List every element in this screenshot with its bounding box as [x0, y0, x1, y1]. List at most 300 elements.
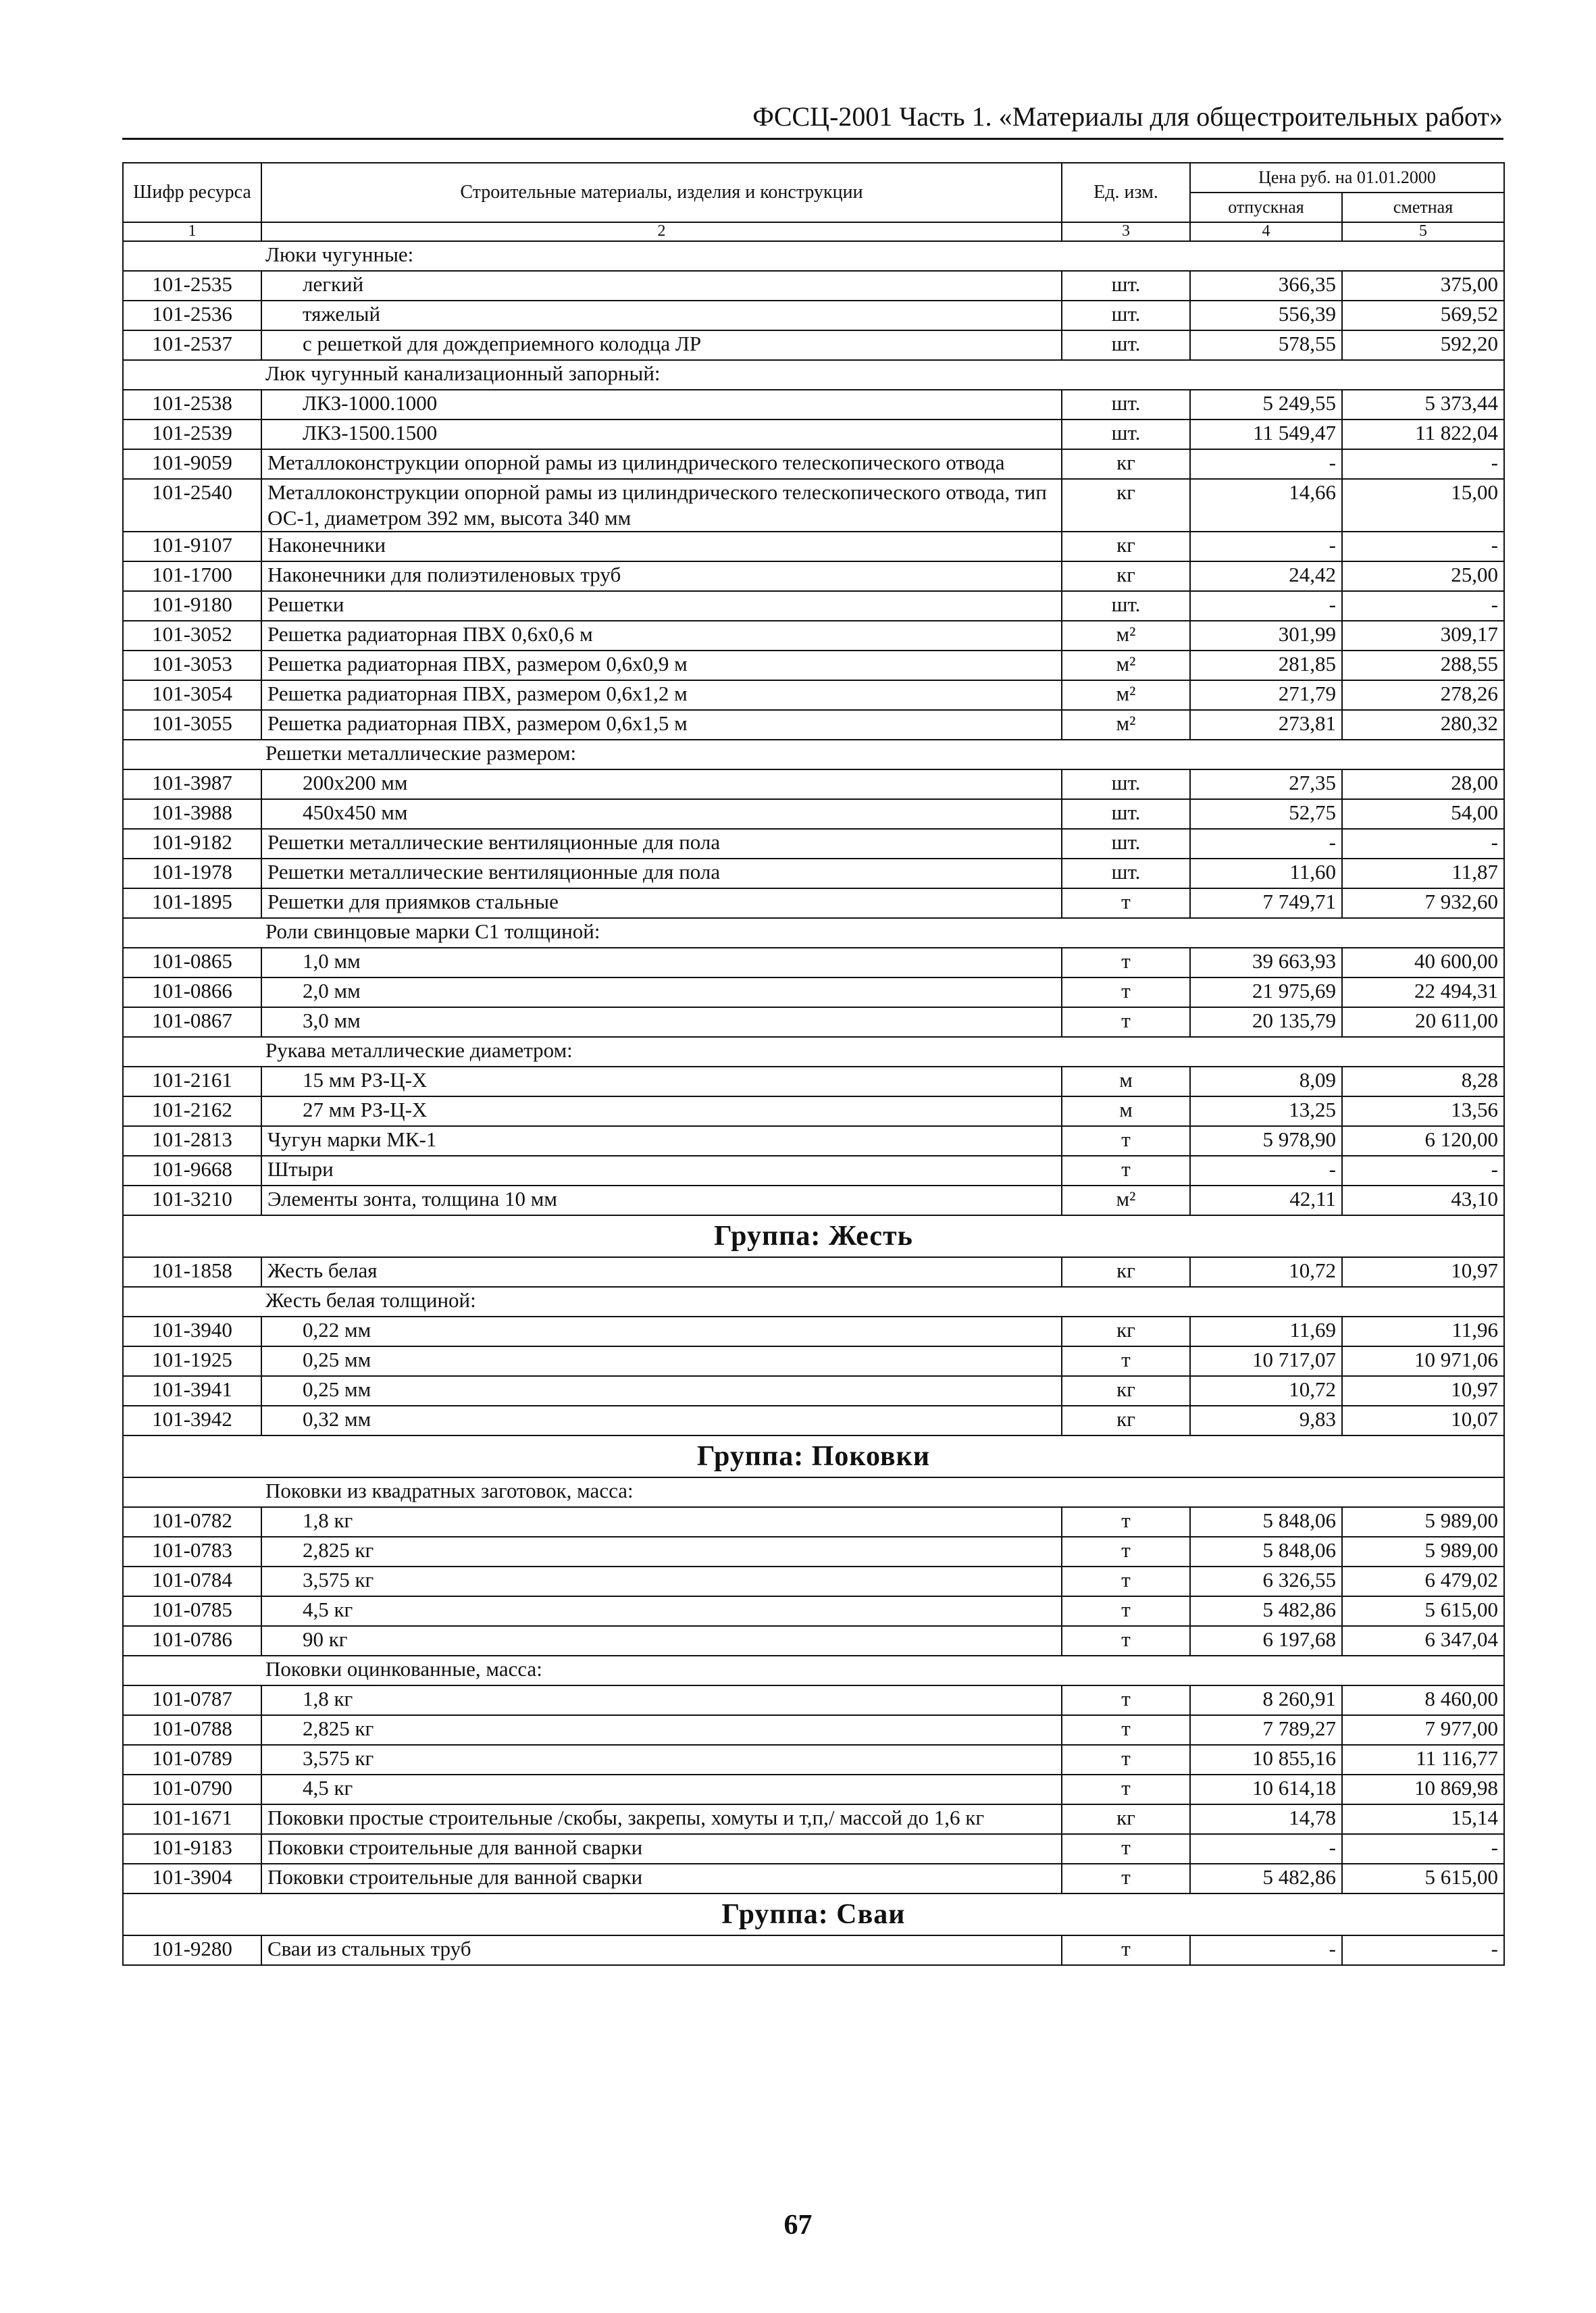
- table-row: [123, 977, 1504, 1007]
- material-name: 0,22 мм: [261, 1317, 1062, 1346]
- resource-code: 101-9280: [123, 1935, 261, 1965]
- material-name: 0,25 мм: [261, 1376, 1062, 1406]
- table-row: [123, 449, 1504, 479]
- material-name: Решетка радиаторная ПВХ, размером 0,6х0,9 м: [261, 651, 1062, 680]
- unit-of-measure: кг: [1062, 1257, 1190, 1287]
- release-price: 5 482,86: [1190, 1864, 1342, 1893]
- header-name: Строительные материалы, изделия и конструкции: [261, 163, 1062, 222]
- estimate-price: 10 869,98: [1342, 1775, 1504, 1804]
- release-price: 10 717,07: [1190, 1346, 1342, 1376]
- estimate-price: 6 479,02: [1342, 1567, 1504, 1596]
- table-row: [123, 621, 1504, 651]
- estimate-price: 25,00: [1342, 561, 1504, 591]
- price-table: [122, 162, 1505, 1966]
- resource-code: 101-0790: [123, 1775, 261, 1804]
- release-price: 52,75: [1190, 799, 1342, 829]
- estimate-price: 6 347,04: [1342, 1626, 1504, 1656]
- material-name: 27 мм РЗ-Ц-Х: [261, 1096, 1062, 1126]
- table-row: [123, 271, 1504, 301]
- release-price: 556,39: [1190, 301, 1342, 330]
- resource-code: 101-0789: [123, 1745, 261, 1775]
- resource-code: 101-3054: [123, 680, 261, 710]
- material-name: Поковки простые строительные /скобы, закрепы, хомуты и т,п,/ массой до 1,6 кг: [261, 1804, 1062, 1834]
- group-heading: Группа: Жесть: [123, 1215, 1504, 1257]
- resource-code: 101-2540: [123, 479, 261, 532]
- material-name: 3,575 кг: [261, 1745, 1062, 1775]
- release-price: -: [1190, 829, 1342, 859]
- resource-code: 101-9183: [123, 1834, 261, 1864]
- material-name: Решетка радиаторная ПВХ 0,6х0,6 м: [261, 621, 1062, 651]
- table-row: [123, 1864, 1504, 1893]
- estimate-price: 8,28: [1342, 1067, 1504, 1096]
- release-price: 8 260,91: [1190, 1685, 1342, 1715]
- unit-of-measure: т: [1062, 1715, 1190, 1745]
- table-row: [123, 1715, 1504, 1745]
- release-price: 281,85: [1190, 651, 1342, 680]
- table-row: [123, 591, 1504, 621]
- table-row: [123, 1685, 1504, 1715]
- table-row: [123, 651, 1504, 680]
- resource-code: 101-2539: [123, 420, 261, 449]
- unit-of-measure: т: [1062, 1567, 1190, 1596]
- unit-of-measure: шт.: [1062, 859, 1190, 888]
- unit-of-measure: м²: [1062, 1186, 1190, 1215]
- material-name: Поковки строительные для ванной сварки: [261, 1864, 1062, 1893]
- release-price: 10,72: [1190, 1376, 1342, 1406]
- resource-code: 101-3988: [123, 799, 261, 829]
- section-heading: Решетки металлические размером:: [123, 740, 1504, 769]
- section-heading-row: [123, 1287, 1504, 1317]
- group-heading-row: [123, 1435, 1504, 1477]
- estimate-price: 8 460,00: [1342, 1685, 1504, 1715]
- resource-code: 101-3053: [123, 651, 261, 680]
- material-name: Наконечники: [261, 532, 1062, 561]
- release-price: 9,83: [1190, 1406, 1342, 1435]
- material-name: 0,32 мм: [261, 1406, 1062, 1435]
- column-numbers-row: [123, 222, 1504, 241]
- release-price: 10 614,18: [1190, 1775, 1342, 1804]
- resource-code: 101-1978: [123, 859, 261, 888]
- unit-of-measure: т: [1062, 888, 1190, 918]
- table-row: [123, 1567, 1504, 1596]
- resource-code: 101-0788: [123, 1715, 261, 1745]
- table-row: [123, 479, 1504, 532]
- release-price: 271,79: [1190, 680, 1342, 710]
- resource-code: 101-0784: [123, 1567, 261, 1596]
- section-heading: Люки чугунные:: [123, 241, 1504, 271]
- table-row: [123, 888, 1504, 918]
- estimate-price: 11 116,77: [1342, 1745, 1504, 1775]
- table-row: [123, 1537, 1504, 1567]
- release-price: 42,11: [1190, 1186, 1342, 1215]
- resource-code: 101-3941: [123, 1376, 261, 1406]
- estimate-price: 592,20: [1342, 330, 1504, 360]
- table-row: [123, 1257, 1504, 1287]
- material-name: 0,25 мм: [261, 1346, 1062, 1376]
- section-heading: Роли свинцовые марки С1 толщиной:: [123, 918, 1504, 948]
- table-row: [123, 1834, 1504, 1864]
- material-name: Решетка радиаторная ПВХ, размером 0,6х1,5 м: [261, 710, 1062, 740]
- resource-code: 101-1925: [123, 1346, 261, 1376]
- release-price: 7 749,71: [1190, 888, 1342, 918]
- material-name: Решетки металлические вентиляционные для пола: [261, 859, 1062, 888]
- estimate-price: 309,17: [1342, 621, 1504, 651]
- release-price: 6 326,55: [1190, 1567, 1342, 1596]
- price-table-head: [123, 163, 1504, 241]
- estimate-price: 569,52: [1342, 301, 1504, 330]
- release-price: 6 197,68: [1190, 1626, 1342, 1656]
- resource-code: 101-3940: [123, 1317, 261, 1346]
- estimate-price: -: [1342, 449, 1504, 479]
- release-price: 24,42: [1190, 561, 1342, 591]
- section-heading: Поковки из квадратных заготовок, масса:: [123, 1477, 1504, 1507]
- table-row: [123, 829, 1504, 859]
- section-heading: Поковки оцинкованные, масса:: [123, 1656, 1504, 1685]
- section-heading-row: [123, 360, 1504, 390]
- column-number: 5: [1342, 222, 1504, 241]
- release-price: -: [1190, 449, 1342, 479]
- resource-code: 101-2162: [123, 1096, 261, 1126]
- material-name: 450х450 мм: [261, 799, 1062, 829]
- resource-code: 101-2536: [123, 301, 261, 330]
- release-price: -: [1190, 591, 1342, 621]
- material-name: 3,575 кг: [261, 1567, 1062, 1596]
- resource-code: 101-9182: [123, 829, 261, 859]
- table-row: [123, 301, 1504, 330]
- resource-code: 101-2537: [123, 330, 261, 360]
- section-heading-row: [123, 1477, 1504, 1507]
- material-name: 2,825 кг: [261, 1537, 1062, 1567]
- material-name: 3,0 мм: [261, 1007, 1062, 1037]
- material-name: Решетки для приямков стальные: [261, 888, 1062, 918]
- unit-of-measure: т: [1062, 1346, 1190, 1376]
- resource-code: 101-0865: [123, 948, 261, 977]
- release-price: 5 249,55: [1190, 390, 1342, 420]
- table-row: [123, 1775, 1504, 1804]
- unit-of-measure: кг: [1062, 1376, 1190, 1406]
- section-heading-row: [123, 241, 1504, 271]
- release-price: 301,99: [1190, 621, 1342, 651]
- unit-of-measure: т: [1062, 1156, 1190, 1186]
- table-row: [123, 1126, 1504, 1156]
- header-price: Цена руб. на 01.01.2000: [1190, 163, 1504, 193]
- resource-code: 101-3942: [123, 1406, 261, 1435]
- resource-code: 101-0783: [123, 1537, 261, 1567]
- column-number: 4: [1190, 222, 1342, 241]
- release-price: 5 848,06: [1190, 1537, 1342, 1567]
- unit-of-measure: шт.: [1062, 591, 1190, 621]
- resource-code: 101-3210: [123, 1186, 261, 1215]
- resource-code: 101-3987: [123, 769, 261, 799]
- estimate-price: 54,00: [1342, 799, 1504, 829]
- table-row: [123, 710, 1504, 740]
- release-price: 10 855,16: [1190, 1745, 1342, 1775]
- material-name: Элементы зонта, толщина 10 мм: [261, 1186, 1062, 1215]
- estimate-price: 5 615,00: [1342, 1864, 1504, 1893]
- page-header-title: ФССЦ-2001 Часть 1. «Материалы для общестроительных работ»: [752, 101, 1503, 132]
- table-row: [123, 799, 1504, 829]
- estimate-price: 43,10: [1342, 1186, 1504, 1215]
- material-name: 2,0 мм: [261, 977, 1062, 1007]
- estimate-price: 375,00: [1342, 271, 1504, 301]
- unit-of-measure: т: [1062, 1626, 1190, 1656]
- release-price: 8,09: [1190, 1067, 1342, 1096]
- release-price: -: [1190, 532, 1342, 561]
- estimate-price: -: [1342, 829, 1504, 859]
- estimate-price: 5 989,00: [1342, 1537, 1504, 1567]
- table-row: [123, 1745, 1504, 1775]
- unit-of-measure: шт.: [1062, 330, 1190, 360]
- estimate-price: 6 120,00: [1342, 1126, 1504, 1156]
- table-row: [123, 532, 1504, 561]
- release-price: 5 482,86: [1190, 1596, 1342, 1626]
- material-name: Решетка радиаторная ПВХ, размером 0,6х1,2 м: [261, 680, 1062, 710]
- table-row: [123, 948, 1504, 977]
- estimate-price: -: [1342, 532, 1504, 561]
- release-price: 14,66: [1190, 479, 1342, 532]
- resource-code: 101-9668: [123, 1156, 261, 1186]
- resource-code: 101-0786: [123, 1626, 261, 1656]
- group-heading-row: [123, 1215, 1504, 1257]
- unit-of-measure: шт.: [1062, 829, 1190, 859]
- release-price: 20 135,79: [1190, 1007, 1342, 1037]
- material-name: ЛКЗ-1000.1000: [261, 390, 1062, 420]
- release-price: 11,60: [1190, 859, 1342, 888]
- table-row: [123, 1317, 1504, 1346]
- material-name: Решетки: [261, 591, 1062, 621]
- table-row: [123, 1626, 1504, 1656]
- unit-of-measure: шт.: [1062, 769, 1190, 799]
- material-name: 15 мм РЗ-Ц-Х: [261, 1067, 1062, 1096]
- unit-of-measure: кг: [1062, 1406, 1190, 1435]
- table-row: [123, 1067, 1504, 1096]
- estimate-price: 28,00: [1342, 769, 1504, 799]
- unit-of-measure: шт.: [1062, 301, 1190, 330]
- material-name: 1,8 кг: [261, 1685, 1062, 1715]
- resource-code: 101-9107: [123, 532, 261, 561]
- unit-of-measure: шт.: [1062, 799, 1190, 829]
- table-row: [123, 1007, 1504, 1037]
- release-price: -: [1190, 1935, 1342, 1965]
- section-heading: Жесть белая толщиной:: [123, 1287, 1504, 1317]
- unit-of-measure: м: [1062, 1067, 1190, 1096]
- release-price: 11,69: [1190, 1317, 1342, 1346]
- material-name: тяжелый: [261, 301, 1062, 330]
- material-name: Металлоконструкции опорной рамы из цилиндрического телескопического отвода: [261, 449, 1062, 479]
- table-row: [123, 1376, 1504, 1406]
- table-row: [123, 1804, 1504, 1834]
- resource-code: 101-1700: [123, 561, 261, 591]
- table-row: [123, 561, 1504, 591]
- group-heading-row: [123, 1893, 1504, 1935]
- unit-of-measure: шт.: [1062, 390, 1190, 420]
- unit-of-measure: т: [1062, 1126, 1190, 1156]
- table-row: [123, 330, 1504, 360]
- unit-of-measure: м²: [1062, 651, 1190, 680]
- resource-code: 101-9180: [123, 591, 261, 621]
- unit-of-measure: т: [1062, 1935, 1190, 1965]
- estimate-price: 11 822,04: [1342, 420, 1504, 449]
- release-price: 14,78: [1190, 1804, 1342, 1834]
- table-row: [123, 680, 1504, 710]
- unit-of-measure: т: [1062, 1775, 1190, 1804]
- section-heading: Люк чугунный канализационный запорный:: [123, 360, 1504, 390]
- estimate-price: -: [1342, 1156, 1504, 1186]
- section-heading-row: [123, 1656, 1504, 1685]
- section-heading-row: [123, 740, 1504, 769]
- resource-code: 101-0867: [123, 1007, 261, 1037]
- unit-of-measure: т: [1062, 977, 1190, 1007]
- material-name: Поковки строительные для ванной сварки: [261, 1834, 1062, 1864]
- unit-of-measure: м²: [1062, 710, 1190, 740]
- material-name: легкий: [261, 271, 1062, 301]
- resource-code: 101-2535: [123, 271, 261, 301]
- release-price: 10,72: [1190, 1257, 1342, 1287]
- material-name: Жесть белая: [261, 1257, 1062, 1287]
- release-price: -: [1190, 1834, 1342, 1864]
- estimate-price: 11,87: [1342, 859, 1504, 888]
- material-name: Наконечники для полиэтиленовых труб: [261, 561, 1062, 591]
- material-name: Штыри: [261, 1156, 1062, 1186]
- resource-code: 101-1895: [123, 888, 261, 918]
- table-row: [123, 1596, 1504, 1626]
- estimate-price: 10,07: [1342, 1406, 1504, 1435]
- estimate-price: 288,55: [1342, 651, 1504, 680]
- page-number: 67: [783, 2210, 813, 2241]
- unit-of-measure: кг: [1062, 1804, 1190, 1834]
- estimate-price: 11,96: [1342, 1317, 1504, 1346]
- material-name: 200х200 мм: [261, 769, 1062, 799]
- table-row: [123, 1346, 1504, 1376]
- table-row: [123, 1406, 1504, 1435]
- estimate-price: 5 373,44: [1342, 390, 1504, 420]
- header-estimate: сметная: [1342, 193, 1504, 222]
- resource-code: 101-1671: [123, 1804, 261, 1834]
- resource-code: 101-9059: [123, 449, 261, 479]
- table-row: [123, 420, 1504, 449]
- resource-code: 101-3055: [123, 710, 261, 740]
- estimate-price: 22 494,31: [1342, 977, 1504, 1007]
- release-price: 5 848,06: [1190, 1507, 1342, 1537]
- resource-code: 101-3904: [123, 1864, 261, 1893]
- release-price: 11 549,47: [1190, 420, 1342, 449]
- unit-of-measure: т: [1062, 1596, 1190, 1626]
- material-name: Чугун марки МК-1: [261, 1126, 1062, 1156]
- material-name: 2,825 кг: [261, 1715, 1062, 1745]
- unit-of-measure: т: [1062, 948, 1190, 977]
- estimate-price: 278,26: [1342, 680, 1504, 710]
- unit-of-measure: т: [1062, 1685, 1190, 1715]
- header-rule: [122, 138, 1503, 140]
- section-heading: Рукава металлические диаметром:: [123, 1037, 1504, 1067]
- material-name: 1,0 мм: [261, 948, 1062, 977]
- resource-code: 101-0782: [123, 1507, 261, 1537]
- unit-of-measure: кг: [1062, 561, 1190, 591]
- unit-of-measure: шт.: [1062, 420, 1190, 449]
- section-heading-row: [123, 1037, 1504, 1067]
- unit-of-measure: т: [1062, 1537, 1190, 1567]
- estimate-price: 13,56: [1342, 1096, 1504, 1126]
- estimate-price: 20 611,00: [1342, 1007, 1504, 1037]
- estimate-price: 10,97: [1342, 1376, 1504, 1406]
- unit-of-measure: т: [1062, 1834, 1190, 1864]
- unit-of-measure: м²: [1062, 621, 1190, 651]
- release-price: 5 978,90: [1190, 1126, 1342, 1156]
- estimate-price: 15,00: [1342, 479, 1504, 532]
- header-code: Шифр ресурса: [123, 163, 261, 222]
- release-price: 578,55: [1190, 330, 1342, 360]
- material-name: 90 кг: [261, 1626, 1062, 1656]
- resource-code: 101-2161: [123, 1067, 261, 1096]
- resource-code: 101-0785: [123, 1596, 261, 1626]
- estimate-price: -: [1342, 1834, 1504, 1864]
- table-row: [123, 390, 1504, 420]
- unit-of-measure: т: [1062, 1007, 1190, 1037]
- resource-code: 101-2813: [123, 1126, 261, 1156]
- estimate-price: 15,14: [1342, 1804, 1504, 1834]
- column-number: 1: [123, 222, 261, 241]
- table-row: [123, 1935, 1504, 1965]
- resource-code: 101-0866: [123, 977, 261, 1007]
- estimate-price: -: [1342, 1935, 1504, 1965]
- unit-of-measure: кг: [1062, 532, 1190, 561]
- unit-of-measure: кг: [1062, 479, 1190, 532]
- material-name: 4,5 кг: [261, 1596, 1062, 1626]
- material-name: 1,8 кг: [261, 1507, 1062, 1537]
- estimate-price: 40 600,00: [1342, 948, 1504, 977]
- estimate-price: 10 971,06: [1342, 1346, 1504, 1376]
- table-row: [123, 1507, 1504, 1537]
- table-row: [123, 1096, 1504, 1126]
- table-row: [123, 1186, 1504, 1215]
- release-price: 27,35: [1190, 769, 1342, 799]
- table-row: [123, 1156, 1504, 1186]
- unit-of-measure: т: [1062, 1745, 1190, 1775]
- estimate-price: 280,32: [1342, 710, 1504, 740]
- unit-of-measure: шт.: [1062, 271, 1190, 301]
- material-name: Решетки металлические вентиляционные для пола: [261, 829, 1062, 859]
- column-number: 3: [1062, 222, 1190, 241]
- estimate-price: 7 977,00: [1342, 1715, 1504, 1745]
- estimate-price: -: [1342, 591, 1504, 621]
- material-name: ЛКЗ-1500.1500: [261, 420, 1062, 449]
- header-release: отпускная: [1190, 193, 1342, 222]
- group-heading: Группа: Сваи: [123, 1893, 1504, 1935]
- unit-of-measure: кг: [1062, 1317, 1190, 1346]
- release-price: 366,35: [1190, 271, 1342, 301]
- material-name: Металлоконструкции опорной рамы из цилиндрического телескопического отвода, тип ОС-1, диаметром 392 мм, высота 340 мм: [261, 479, 1062, 532]
- estimate-price: 10,97: [1342, 1257, 1504, 1287]
- unit-of-measure: кг: [1062, 449, 1190, 479]
- group-heading: Группа: Поковки: [123, 1435, 1504, 1477]
- release-price: 273,81: [1190, 710, 1342, 740]
- release-price: -: [1190, 1156, 1342, 1186]
- material-name: с решеткой для дождеприемного колодца ЛР: [261, 330, 1062, 360]
- material-name: 4,5 кг: [261, 1775, 1062, 1804]
- estimate-price: 7 932,60: [1342, 888, 1504, 918]
- header-unit: Ед. изм.: [1062, 163, 1190, 222]
- release-price: 7 789,27: [1190, 1715, 1342, 1745]
- price-table-body: [123, 241, 1504, 1965]
- unit-of-measure: т: [1062, 1507, 1190, 1537]
- resource-code: 101-1858: [123, 1257, 261, 1287]
- table-row: [123, 859, 1504, 888]
- material-name: Сваи из стальных труб: [261, 1935, 1062, 1965]
- column-number: 2: [261, 222, 1062, 241]
- resource-code: 101-0787: [123, 1685, 261, 1715]
- section-heading-row: [123, 918, 1504, 948]
- estimate-price: 5 989,00: [1342, 1507, 1504, 1537]
